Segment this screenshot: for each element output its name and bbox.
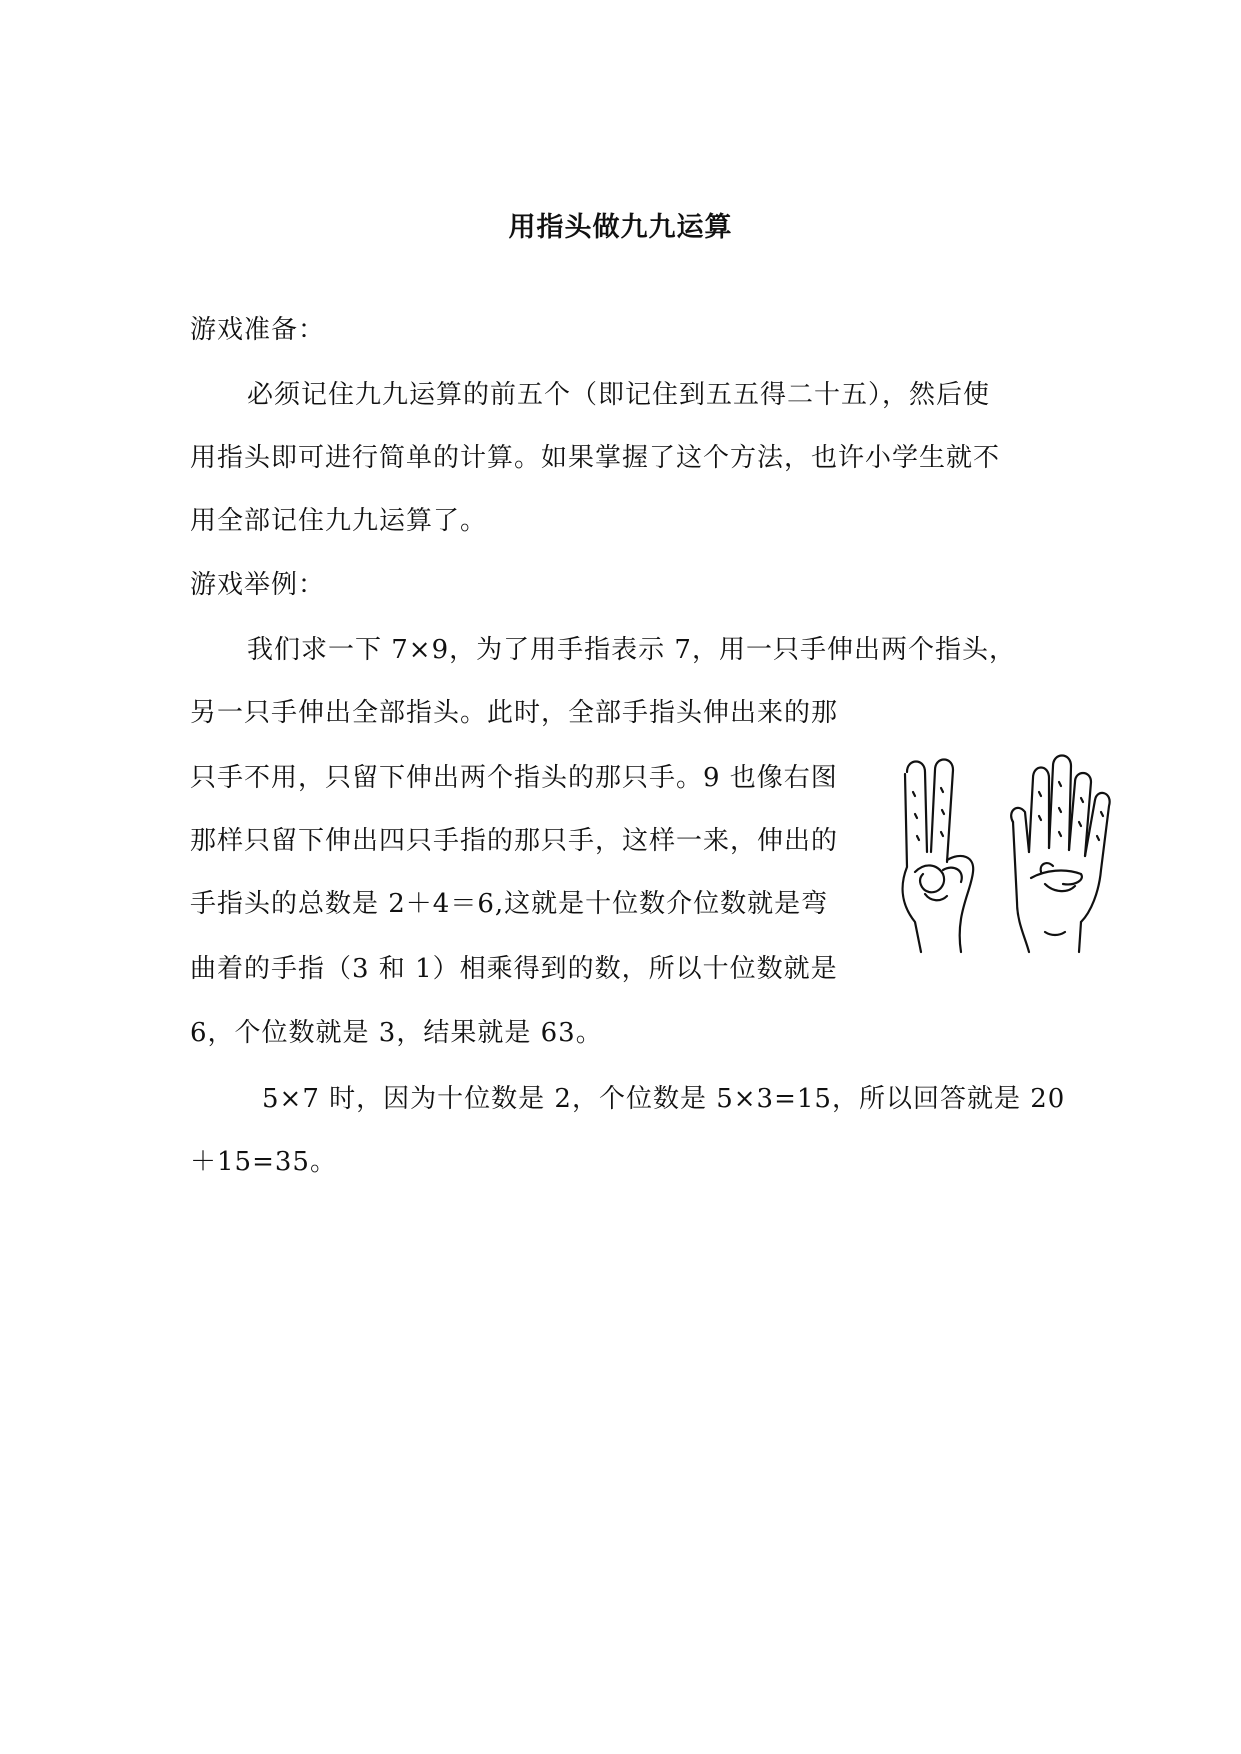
paragraph-line: 必须记住九九运算的前五个（即记住到五五得二十五），然后使 bbox=[247, 380, 991, 410]
hands-figure bbox=[895, 752, 1125, 957]
page-title: 用指头做九九运算 bbox=[508, 212, 733, 243]
paragraph-line: ＋15=35。 bbox=[190, 1147, 337, 1177]
paragraph-line: 6，个位数就是 3，结果就是 63。 bbox=[190, 1018, 603, 1048]
paragraph-line: 我们求一下 7×9，为了用手指表示 7，用一只手伸出两个指头， bbox=[247, 635, 1016, 665]
paragraph-line: 那样只留下伸出四只手指的那只手，这样一来，伸出的 bbox=[190, 826, 839, 856]
paragraph-line: 另一只手伸出全部指头。此时，全部手指头伸出来的那 bbox=[190, 698, 839, 728]
paragraph-line: 曲着的手指（3 和 1）相乘得到的数，所以十位数就是 bbox=[190, 954, 838, 984]
paragraph-line: 只手不用，只留下伸出两个指头的那只手。9 也像右图 bbox=[190, 763, 838, 793]
paragraph-line: 5×7 时，因为十位数是 2，个位数是 5×3=15，所以回答就是 20 bbox=[262, 1084, 1066, 1114]
two-fingers-hand-icon bbox=[903, 760, 974, 953]
section-heading-preparation: 游戏准备： bbox=[190, 315, 326, 345]
section-heading-example: 游戏举例： bbox=[190, 570, 326, 600]
paragraph-line: 用指头即可进行简单的计算。如果掌握了这个方法，也许小学生就不 bbox=[190, 443, 1001, 473]
paragraph-line: 手指头的总数是 2＋4＝6,这就是十位数介位数就是弯 bbox=[190, 889, 829, 919]
four-fingers-hand-icon bbox=[1011, 756, 1109, 953]
paragraph-line: 用全部记住九九运算了。 bbox=[190, 506, 488, 536]
